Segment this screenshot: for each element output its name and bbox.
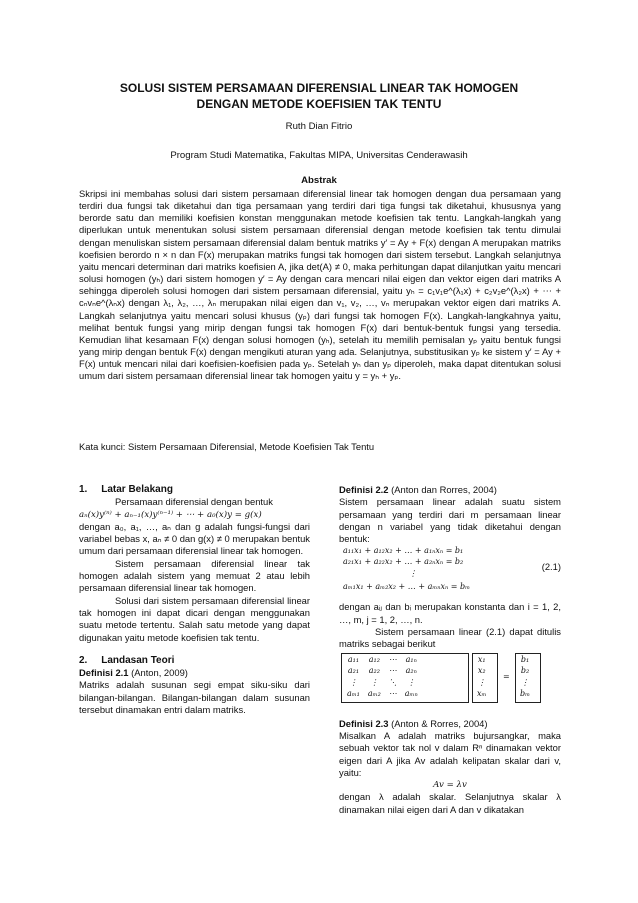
matrix-a-cell: a₂ₙ	[405, 666, 417, 676]
matrix-a-cell: ⋱	[388, 677, 397, 687]
matrix-a-cell: a₂₂	[368, 666, 380, 676]
matrix-a-cell: ⋯	[388, 689, 397, 699]
definition-2-2-heading	[339, 484, 561, 496]
system-line-dots: ⋮	[409, 569, 417, 579]
section-1-paragraph-2: Sistem persamaan diferensial linear tak homogen adalah sistem yang memuat 2 atau lebih persamaan diferensial linear tak homogen.	[79, 557, 310, 594]
definition-2-2-text: Sistem persamaan linear adalah suatu sistem persamaan yang terdiri dari m persamaan linear dengan n variabel yang tidak diketahui dengan bentuk:	[339, 496, 561, 545]
matrix-a-cell: ⋯	[388, 666, 397, 676]
definition-2-2-ref: (Anton dan Rorres, 2004)	[388, 484, 497, 495]
section-1-intro: Persamaan diferensial dengan bentuk	[115, 496, 273, 508]
ode-equation: aₙ(x)y⁽ⁿ⁾ + aₙ₋₁(x)y⁽ⁿ⁻¹⁾ + ⋯ + a₀(x)y = g(x)	[79, 509, 262, 520]
vector-x	[473, 654, 490, 700]
matrix-a-cell: a₂₁	[347, 666, 360, 676]
abstract-body	[79, 188, 561, 383]
section-1-paragraph-1: dengan a₀, a₁, …, aₙ dan g adalah fungsi-fungsi dari variabel bebas x, aₙ ≠ 0 dan g(x) ≠ 0 merupakan bentuk umum dari persamaan diferensial linear tak homogen.	[79, 520, 310, 557]
left-column	[79, 484, 310, 716]
matrix-a-cell: a₁₂	[368, 654, 380, 664]
vector-x-cell: x₂	[477, 666, 486, 676]
definition-2-1-ref: (Anton, 2009)	[128, 667, 188, 679]
author-affiliation: Program Studi Matematika, Fakultas MIPA, Universitas Cenderawasih	[170, 150, 468, 161]
matrix-a-cell: a₁ₙ	[405, 654, 417, 664]
right-column	[339, 484, 561, 816]
system-line-2: a₂₁x₁ + a₂₂x₂ + … + a₂ₙxₙ = b₂	[343, 557, 464, 567]
matrix-intro: Sistem persamaan linear (2.1) dapat ditulis matriks sebagai berikut	[339, 626, 561, 650]
matrix-equals-sign: =	[503, 671, 510, 681]
matrix-a-cell: ⋯	[388, 654, 397, 664]
definition-2-2-label: Definisi 2.2	[339, 484, 389, 495]
section-1-paragraph-3: Solusi dari sistem persamaan diferensial linear tak homogen ini dapat dicari dengan menggunakan suatu metode tertentu. Salah satu metode yang dapat digunakan yaitu metode koefisien tak tentu.	[79, 594, 310, 643]
definition-2-3-ref: (Anton & Rorres, 2004)	[388, 717, 488, 729]
matrix-a-cell: aₘ₂	[367, 689, 381, 699]
abstract-heading: Abstrak	[301, 175, 337, 186]
keywords: Kata kunci: Sistem Persamaan Diferensial, Metode Koefisien Tak Tentu	[79, 441, 375, 452]
matrix-a	[343, 654, 422, 700]
section-1-heading: 1. Latar Belakang	[79, 484, 173, 495]
system-line-1: a₁₁x₁ + a₁₂x₂ + … + a₁ₙxₙ = b₁	[343, 546, 464, 556]
equation-number: (2.1)	[541, 561, 561, 573]
matrix-a-cell: ⋮	[407, 677, 416, 687]
title-line-1: SOLUSI SISTEM PERSAMAAN DIFERENSIAL LINEAR TAK HOMOGEN	[119, 81, 519, 95]
matrix-a-cell: ⋮	[370, 677, 379, 687]
definition-2-1-label: Definisi 2.1	[79, 667, 129, 679]
vector-x-cell: xₘ	[477, 689, 487, 699]
vector-b-cell: bₘ	[520, 689, 531, 699]
definition-2-3-heading	[339, 718, 561, 730]
matrix-a-cell: aₘ₁	[347, 689, 360, 699]
matrix-a-cell: ⋮	[349, 677, 358, 687]
matrix-a-cell: a₁₁	[347, 654, 360, 664]
author-name: Ruth Dian Fitrio	[285, 121, 353, 132]
definition-2-1-text: Matriks adalah susunan segi empat siku-siku dari bilangan-bilangan. Bilangan-bilangan dalam susunan tersebut dinamakan entri dalam matriks.	[79, 679, 310, 716]
matrix-equation	[339, 653, 561, 703]
paper-title	[0, 80, 638, 112]
linear-system-equation	[339, 545, 561, 601]
vector-x-cell: x₁	[477, 654, 486, 664]
section-2-heading: 2. Landasan Teori	[79, 654, 175, 666]
definition-2-3-continuation: dengan λ adalah skalar. Selanjutnya skalar λ dinamakan nilai eigen dari A dan v dikatakan	[339, 791, 561, 815]
definition-2-3-text: Misalkan A adalah matriks bujursangkar, maka sebuah vektor tak nol v dalam Rⁿ dinamakan vektor eigen dari A jika Av adalah kelipatan skalar dari v, yaitu:	[339, 729, 561, 778]
title-line-2: DENGAN METODE KOEFISIEN TAK TENTU	[196, 97, 442, 111]
eigen-equation: Av = λv	[433, 780, 467, 791]
vector-x-cell: ⋮	[477, 677, 486, 687]
abstract-text: Skripsi ini membahas solusi dari sistem persamaan diferensial linear tak homogen dengan dua persamaan yang terdiri dua fungsi tak diketahui dan tiga persamaan yang terdiri dari tiga fungsi tak diketahui, khususnya yang berorde satu dan memiliki koefisien konstan menggunakan metode koefisien tak tentu. Langkah-langkah yang diperlukan untuk menentukan solusi sistem persamaan diferensial dengan metode koefisien tak tentu dimulai dengan menuliskan sistem persamaan diferensial dalam bentuk matriks y′ = Ay + F(x) dengan A merupakan matriks koefisien berordo n × n dan F(x) merupakan matriks fungsi tak homogen dari sistem tersebut. Langkah selanjutnya yaitu mencari determinan dari matriks koefisien A, jika det(A) ≠ 0, maka perhitungan dapat dilanjutkan yaitu mencari solusi homogen (yₕ) dari sistem homogen y′ = Ay dengan cara mencari nilai eigen dan vektor eigen dari matriks A sehingga diperoleh solusi homogen dari sistem persamaan diferensial, yaitu yₕ = c₁v₁e^(λ₁x) + c₂v₂e^(λ₂x) + ⋯ + cₙvₙe^(λₙx) dengan λ₁, λ₂, …, λₙ merupakan nilai eigen dan v₁, v₂, …, vₙ merupakan vektor eigen dari matriks A. Langkah selanjutnya yaitu mencari solusi khusus (yₚ) dari fungsi tak homogen F(x). Langkah-langkahnya yaitu, melihat bentuk fungsi yang mirip dengan fungsi tak homogen F(x) dari bentuk-bentuk fungsi yang tersedia. Kemudian lihat kesamaan F(x) dengan solusi homogen (yₕ), setelah itu memilih pemisalan yₚ yaitu bentuk fungsi yang mirip dengan bentuk F(x) dengan mengikuti aturan yang ada. Selanjutnya, substitusikan yₚ ke sistem y′ = Ay + F(x) untuk mencari nilai dari koefisien-koefisien pada yₚ. Setelah yₕ dan yₚ diperoleh, maka dapat ditentukan solusi umum dari sistem persamaan diferensial linear tak homogen yaitu y = yₕ + yₚ.	[79, 188, 561, 382]
vector-b-cell: b₂	[520, 666, 530, 676]
vector-b-cell: ⋮	[521, 677, 530, 687]
vector-b	[516, 654, 534, 700]
system-line-m: aₘ₁x₁ + aₘ₂x₂ + … + aₘₙxₙ = bₘ	[343, 582, 471, 592]
matrix-a-cell: aₘₙ	[404, 689, 418, 699]
system-explanation: dengan aᵢⱼ dan bᵢ merupakan konstanta dan i = 1, 2, …, m, j = 1, 2, …, n.	[339, 601, 561, 625]
definition-2-3-label: Definisi 2.3	[339, 717, 389, 729]
vector-b-cell: b₁	[520, 654, 530, 664]
definition-2-1-heading	[79, 667, 310, 679]
